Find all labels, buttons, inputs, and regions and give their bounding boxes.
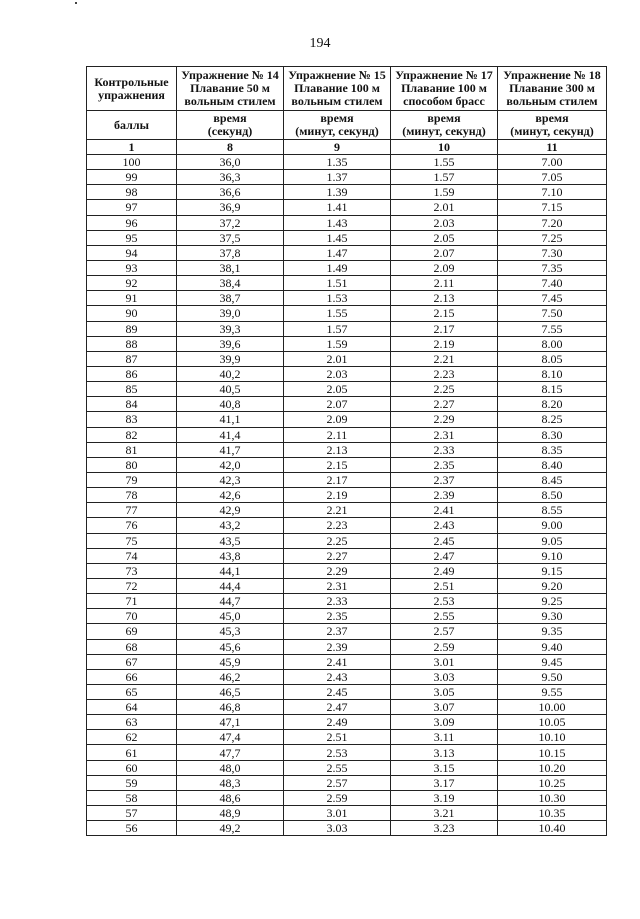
ex17-time-cell: 2.47 [391,548,498,563]
points-cell: 64 [87,700,177,715]
ex18-time-cell: 8.15 [498,382,607,397]
ex14-time-cell: 38,7 [177,291,284,306]
ex17-time-cell: 2.51 [391,578,498,593]
table-row [87,291,607,306]
ex17-time-cell: 3.05 [391,684,498,699]
ex18-time-cell: 10.00 [498,700,607,715]
points-cell: 57 [87,806,177,821]
table-row [87,472,607,487]
ex17-time-cell: 2.45 [391,533,498,548]
ex17-time-cell: 2.49 [391,563,498,578]
ex18-time-cell: 7.10 [498,185,607,200]
ex18-time-cell: 9.10 [498,548,607,563]
ex17-time-cell: 2.05 [391,230,498,245]
points-cell: 71 [87,594,177,609]
ex17-time-cell: 2.17 [391,321,498,336]
ex18-time-cell: 7.40 [498,276,607,291]
ex17-time-cell: 2.55 [391,609,498,624]
ex18-time-cell: 8.35 [498,442,607,457]
ex17-time-cell: 2.57 [391,624,498,639]
points-cell: 70 [87,609,177,624]
ex15-time-cell: 2.33 [284,594,391,609]
ex17-time-cell: 3.03 [391,669,498,684]
ex14-time-cell: 38,4 [177,276,284,291]
ex17-time-cell: 2.37 [391,472,498,487]
ex17-time-cell: 2.25 [391,382,498,397]
ex14-time-cell: 47,1 [177,715,284,730]
points-cell: 62 [87,730,177,745]
table-row [87,669,607,684]
header-control-exercises: Контрольные упражнения [87,67,177,111]
column-number-9: 9 [284,140,391,155]
header-exercise-15: Упражнение № 15 Плавание 100 м вольным стилем [284,67,391,111]
ex15-time-cell: 2.53 [284,745,391,760]
ex18-time-cell: 8.20 [498,397,607,412]
table-row [87,488,607,503]
ex18-time-cell: 10.40 [498,821,607,836]
points-cell: 72 [87,578,177,593]
table-row [87,366,607,381]
ex18-time-cell: 7.55 [498,321,607,336]
table-row [87,276,607,291]
ex15-time-cell: 2.31 [284,578,391,593]
header-exercise-17: Упражнение № 17 Плавание 100 м способом брасс [391,67,498,111]
ex15-time-cell: 2.41 [284,654,391,669]
ex15-time-cell: 2.17 [284,472,391,487]
ex14-time-cell: 46,8 [177,700,284,715]
ex18-time-cell: 9.05 [498,533,607,548]
column-number-11: 11 [498,140,607,155]
table-row [87,155,607,170]
ex14-time-cell: 36,0 [177,155,284,170]
ex17-time-cell: 3.09 [391,715,498,730]
ex17-time-cell: 3.11 [391,730,498,745]
ex17-time-cell: 3.07 [391,700,498,715]
points-cell: 83 [87,412,177,427]
ex14-time-cell: 42,9 [177,503,284,518]
table-row [87,806,607,821]
ex17-time-cell: 2.33 [391,442,498,457]
table-row [87,548,607,563]
table-row [87,306,607,321]
ex14-time-cell: 43,8 [177,548,284,563]
ex14-time-cell: 45,9 [177,654,284,669]
points-cell: 81 [87,442,177,457]
ex17-time-cell: 2.59 [391,639,498,654]
ex15-time-cell: 2.01 [284,351,391,366]
ex15-time-cell: 2.37 [284,624,391,639]
points-cell: 61 [87,745,177,760]
table-row [87,215,607,230]
header-exercise-18: Упражнение № 18 Плавание 300 м вольным стилем [498,67,607,111]
ex17-time-cell: 2.39 [391,488,498,503]
column-number-10: 10 [391,140,498,155]
points-cell: 90 [87,306,177,321]
ex15-time-cell: 1.47 [284,245,391,260]
ex18-time-cell: 8.00 [498,336,607,351]
ex18-time-cell: 7.30 [498,245,607,260]
ex15-time-cell: 2.07 [284,397,391,412]
ex15-time-cell: 2.27 [284,548,391,563]
table-row [87,442,607,457]
points-cell: 63 [87,715,177,730]
points-cell: 85 [87,382,177,397]
ex14-time-cell: 48,0 [177,760,284,775]
table-row [87,412,607,427]
swimming-norms-table [86,66,607,836]
table-row [87,578,607,593]
points-cell: 66 [87,669,177,684]
table-row [87,609,607,624]
ex14-time-cell: 40,8 [177,397,284,412]
ex18-time-cell: 8.50 [498,488,607,503]
column-number-1: 1 [87,140,177,155]
ex14-time-cell: 46,5 [177,684,284,699]
ex18-time-cell: 7.05 [498,170,607,185]
table-row [87,790,607,805]
ex15-time-cell: 2.09 [284,412,391,427]
table-row [87,594,607,609]
table-row [87,382,607,397]
page-number: 194 [309,36,331,51]
ex14-time-cell: 45,3 [177,624,284,639]
ex15-time-cell: 2.49 [284,715,391,730]
ex18-time-cell: 7.25 [498,230,607,245]
ex14-time-cell: 48,6 [177,790,284,805]
ex17-time-cell: 3.23 [391,821,498,836]
points-cell: 74 [87,548,177,563]
ex15-time-cell: 1.57 [284,321,391,336]
ex14-time-cell: 42,3 [177,472,284,487]
ex14-time-cell: 47,4 [177,730,284,745]
table-row [87,427,607,442]
ex17-time-cell: 3.21 [391,806,498,821]
points-cell: 91 [87,291,177,306]
points-cell: 95 [87,230,177,245]
ex18-time-cell: 10.25 [498,775,607,790]
ex14-time-cell: 36,3 [177,170,284,185]
ex14-time-cell: 39,3 [177,321,284,336]
ex17-time-cell: 2.19 [391,336,498,351]
ex17-time-cell: 2.23 [391,366,498,381]
table-row [87,351,607,366]
table-row [87,700,607,715]
ex14-time-cell: 43,2 [177,518,284,533]
points-cell: 96 [87,215,177,230]
ex14-time-cell: 43,5 [177,533,284,548]
ex17-time-cell: 2.29 [391,412,498,427]
ex17-time-cell: 2.11 [391,276,498,291]
ex15-time-cell: 1.43 [284,215,391,230]
header-points: баллы [87,111,177,140]
ex15-time-cell: 1.49 [284,260,391,275]
ex18-time-cell: 8.25 [498,412,607,427]
ex18-time-cell: 10.10 [498,730,607,745]
ex14-time-cell: 44,4 [177,578,284,593]
points-cell: 87 [87,351,177,366]
ex18-time-cell: 9.20 [498,578,607,593]
table-row [87,518,607,533]
points-cell: 89 [87,321,177,336]
points-cell: 68 [87,639,177,654]
ex15-time-cell: 2.05 [284,382,391,397]
header-row-column-numbers [87,140,607,155]
table-row [87,503,607,518]
ex14-time-cell: 45,6 [177,639,284,654]
table-row [87,745,607,760]
ex15-time-cell: 2.45 [284,684,391,699]
ex15-time-cell: 2.21 [284,503,391,518]
header-row-exercises [87,67,607,111]
ex17-time-cell: 3.15 [391,760,498,775]
table-row [87,730,607,745]
ex14-time-cell: 47,7 [177,745,284,760]
ex15-time-cell: 3.01 [284,806,391,821]
ex14-time-cell: 41,4 [177,427,284,442]
ex18-time-cell: 10.20 [498,760,607,775]
table-row [87,321,607,336]
ex15-time-cell: 2.15 [284,457,391,472]
points-cell: 56 [87,821,177,836]
ex15-time-cell: 2.57 [284,775,391,790]
ex18-time-cell: 8.55 [498,503,607,518]
table-row [87,336,607,351]
ex18-time-cell: 9.15 [498,563,607,578]
ex15-time-cell: 1.35 [284,155,391,170]
ex14-time-cell: 36,6 [177,185,284,200]
points-cell: 100 [87,155,177,170]
ex15-time-cell: 2.51 [284,730,391,745]
ex15-time-cell: 1.53 [284,291,391,306]
ex18-time-cell: 9.55 [498,684,607,699]
points-cell: 97 [87,200,177,215]
points-cell: 84 [87,397,177,412]
ex18-time-cell: 7.35 [498,260,607,275]
ex14-time-cell: 49,2 [177,821,284,836]
ex18-time-cell: 8.40 [498,457,607,472]
ex14-time-cell: 45,0 [177,609,284,624]
ex14-time-cell: 39,9 [177,351,284,366]
ex15-time-cell: 1.45 [284,230,391,245]
ex18-time-cell: 8.30 [498,427,607,442]
ex15-time-cell: 1.39 [284,185,391,200]
points-cell: 65 [87,684,177,699]
ex14-time-cell: 39,0 [177,306,284,321]
ex14-time-cell: 40,2 [177,366,284,381]
ex14-time-cell: 40,5 [177,382,284,397]
ex17-time-cell: 3.01 [391,654,498,669]
ex14-time-cell: 42,0 [177,457,284,472]
ex18-time-cell: 8.45 [498,472,607,487]
ex18-time-cell: 8.05 [498,351,607,366]
table-row [87,715,607,730]
table-row [87,245,607,260]
table-row [87,200,607,215]
points-cell: 67 [87,654,177,669]
points-cell: 80 [87,457,177,472]
ex18-time-cell: 9.50 [498,669,607,684]
table-row [87,821,607,836]
column-number-8: 8 [177,140,284,155]
ex14-time-cell: 41,7 [177,442,284,457]
ex15-time-cell: 1.41 [284,200,391,215]
ex17-time-cell: 2.31 [391,427,498,442]
table-row [87,170,607,185]
ex18-time-cell: 9.45 [498,654,607,669]
table-body [87,155,607,836]
ex14-time-cell: 37,5 [177,230,284,245]
ex15-time-cell: 1.55 [284,306,391,321]
points-cell: 79 [87,472,177,487]
ex15-time-cell: 2.59 [284,790,391,805]
ex14-time-cell: 44,7 [177,594,284,609]
ex15-time-cell: 2.39 [284,639,391,654]
ex14-time-cell: 36,9 [177,200,284,215]
ex17-time-cell: 2.35 [391,457,498,472]
ex14-time-cell: 48,3 [177,775,284,790]
ex15-time-cell: 1.37 [284,170,391,185]
ex17-time-cell: 2.27 [391,397,498,412]
table-row [87,760,607,775]
points-cell: 76 [87,518,177,533]
ex15-time-cell: 2.43 [284,669,391,684]
ex17-time-cell: 2.15 [391,306,498,321]
ex18-time-cell: 9.00 [498,518,607,533]
ex15-time-cell: 2.47 [284,700,391,715]
ex14-time-cell: 38,1 [177,260,284,275]
header-unit-17: время (минут, секунд) [391,111,498,140]
ex14-time-cell: 37,2 [177,215,284,230]
header-row-units [87,111,607,140]
points-cell: 69 [87,624,177,639]
ex18-time-cell: 10.35 [498,806,607,821]
points-cell: 77 [87,503,177,518]
header-unit-18: время (минут, секунд) [498,111,607,140]
scan-artifact [75,2,77,4]
ex18-time-cell: 7.45 [498,291,607,306]
table-row [87,397,607,412]
points-cell: 82 [87,427,177,442]
ex15-time-cell: 2.23 [284,518,391,533]
table-row [87,230,607,245]
points-cell: 99 [87,170,177,185]
ex15-time-cell: 2.03 [284,366,391,381]
ex14-time-cell: 48,9 [177,806,284,821]
points-cell: 73 [87,563,177,578]
ex18-time-cell: 10.15 [498,745,607,760]
ex15-time-cell: 2.35 [284,609,391,624]
ex18-time-cell: 9.30 [498,609,607,624]
ex17-time-cell: 2.53 [391,594,498,609]
ex15-time-cell: 2.29 [284,563,391,578]
ex17-time-cell: 2.41 [391,503,498,518]
points-cell: 78 [87,488,177,503]
ex17-time-cell: 3.13 [391,745,498,760]
ex14-time-cell: 41,1 [177,412,284,427]
header-exercise-14: Упражнение № 14 Плавание 50 м вольным стилем [177,67,284,111]
points-cell: 60 [87,760,177,775]
ex18-time-cell: 7.15 [498,200,607,215]
ex15-time-cell: 3.03 [284,821,391,836]
ex18-time-cell: 9.35 [498,624,607,639]
header-unit-15: время (минут, секунд) [284,111,391,140]
ex15-time-cell: 2.55 [284,760,391,775]
points-cell: 94 [87,245,177,260]
ex17-time-cell: 1.59 [391,185,498,200]
ex14-time-cell: 39,6 [177,336,284,351]
ex18-time-cell: 7.50 [498,306,607,321]
ex15-time-cell: 2.13 [284,442,391,457]
ex18-time-cell: 10.05 [498,715,607,730]
ex17-time-cell: 1.55 [391,155,498,170]
ex17-time-cell: 2.09 [391,260,498,275]
ex17-time-cell: 3.17 [391,775,498,790]
ex18-time-cell: 8.10 [498,366,607,381]
points-cell: 92 [87,276,177,291]
table-row [87,639,607,654]
ex15-time-cell: 2.25 [284,533,391,548]
points-cell: 86 [87,366,177,381]
table-row [87,775,607,790]
ex17-time-cell: 3.19 [391,790,498,805]
ex18-time-cell: 10.30 [498,790,607,805]
table-row [87,684,607,699]
ex14-time-cell: 37,8 [177,245,284,260]
ex17-time-cell: 2.21 [391,351,498,366]
table-row [87,654,607,669]
ex17-time-cell: 2.03 [391,215,498,230]
table-row [87,185,607,200]
ex15-time-cell: 1.51 [284,276,391,291]
ex17-time-cell: 2.13 [391,291,498,306]
points-cell: 59 [87,775,177,790]
ex17-time-cell: 2.43 [391,518,498,533]
ex15-time-cell: 1.59 [284,336,391,351]
points-cell: 98 [87,185,177,200]
table-row [87,457,607,472]
table-row [87,563,607,578]
table-row [87,533,607,548]
ex14-time-cell: 42,6 [177,488,284,503]
ex18-time-cell: 9.40 [498,639,607,654]
points-cell: 75 [87,533,177,548]
points-cell: 93 [87,260,177,275]
header-unit-14: время (секунд) [177,111,284,140]
ex18-time-cell: 7.00 [498,155,607,170]
ex15-time-cell: 2.11 [284,427,391,442]
ex14-time-cell: 46,2 [177,669,284,684]
ex18-time-cell: 9.25 [498,594,607,609]
ex17-time-cell: 2.01 [391,200,498,215]
table-row [87,624,607,639]
table-row [87,260,607,275]
points-cell: 88 [87,336,177,351]
points-cell: 58 [87,790,177,805]
ex18-time-cell: 7.20 [498,215,607,230]
ex17-time-cell: 2.07 [391,245,498,260]
ex15-time-cell: 2.19 [284,488,391,503]
ex14-time-cell: 44,1 [177,563,284,578]
ex17-time-cell: 1.57 [391,170,498,185]
